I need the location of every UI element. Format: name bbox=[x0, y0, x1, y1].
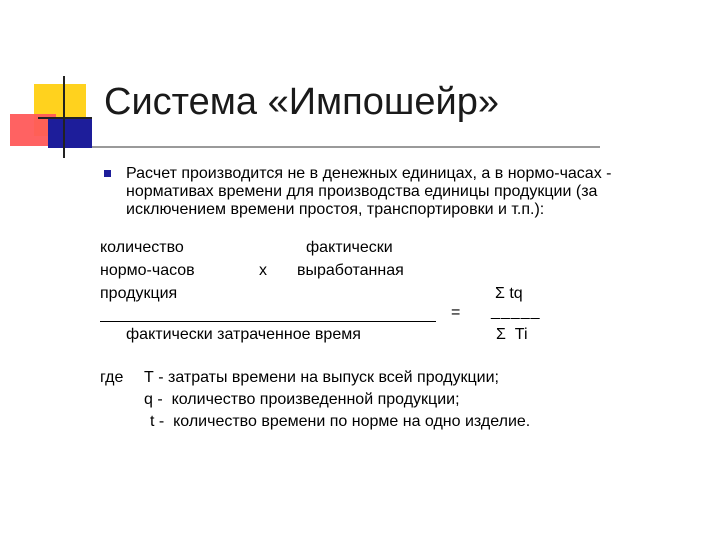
formula-right-line: выработанная bbox=[297, 262, 404, 279]
legend-line-q: q - количество произведенной продукции; bbox=[144, 391, 460, 408]
formula-denominator: фактически затраченное время bbox=[126, 326, 361, 343]
fraction-bar bbox=[100, 321, 436, 322]
formula-left-line: количество bbox=[100, 239, 184, 256]
intro-line: нормативах времени для производства единицы продукции (за bbox=[126, 183, 598, 200]
formula-left-line: нормо-часов bbox=[100, 262, 195, 279]
bullet-square-icon bbox=[104, 170, 111, 177]
intro-line: исключением времени простоя, транспортировки и т.п.): bbox=[126, 201, 545, 218]
slide-title: Система «Импошейр» bbox=[104, 81, 499, 123]
decor-horizontal-line bbox=[38, 117, 92, 119]
title-underline bbox=[92, 146, 600, 148]
equals-sign: = bbox=[451, 304, 461, 321]
rhs-numerator: Σ tq bbox=[495, 285, 523, 302]
rhs-denominator: Σ Ti bbox=[496, 326, 528, 343]
legend-line-t: t - количество времени по норме на одно изделие. bbox=[150, 413, 531, 430]
rhs-fraction-bar: _____ bbox=[491, 303, 541, 320]
legend-line-T: Т - затраты времени на выпуск всей продукции; bbox=[144, 369, 499, 386]
intro-line: Расчет производится не в денежных единицах, а в нормо-часах - bbox=[126, 165, 612, 182]
decor-blue-square bbox=[48, 119, 92, 148]
multiply-sign: х bbox=[259, 262, 267, 279]
formula-right-line: фактически bbox=[306, 239, 393, 256]
formula-left-line: продукция bbox=[100, 285, 178, 302]
legend-intro: где bbox=[100, 369, 124, 386]
